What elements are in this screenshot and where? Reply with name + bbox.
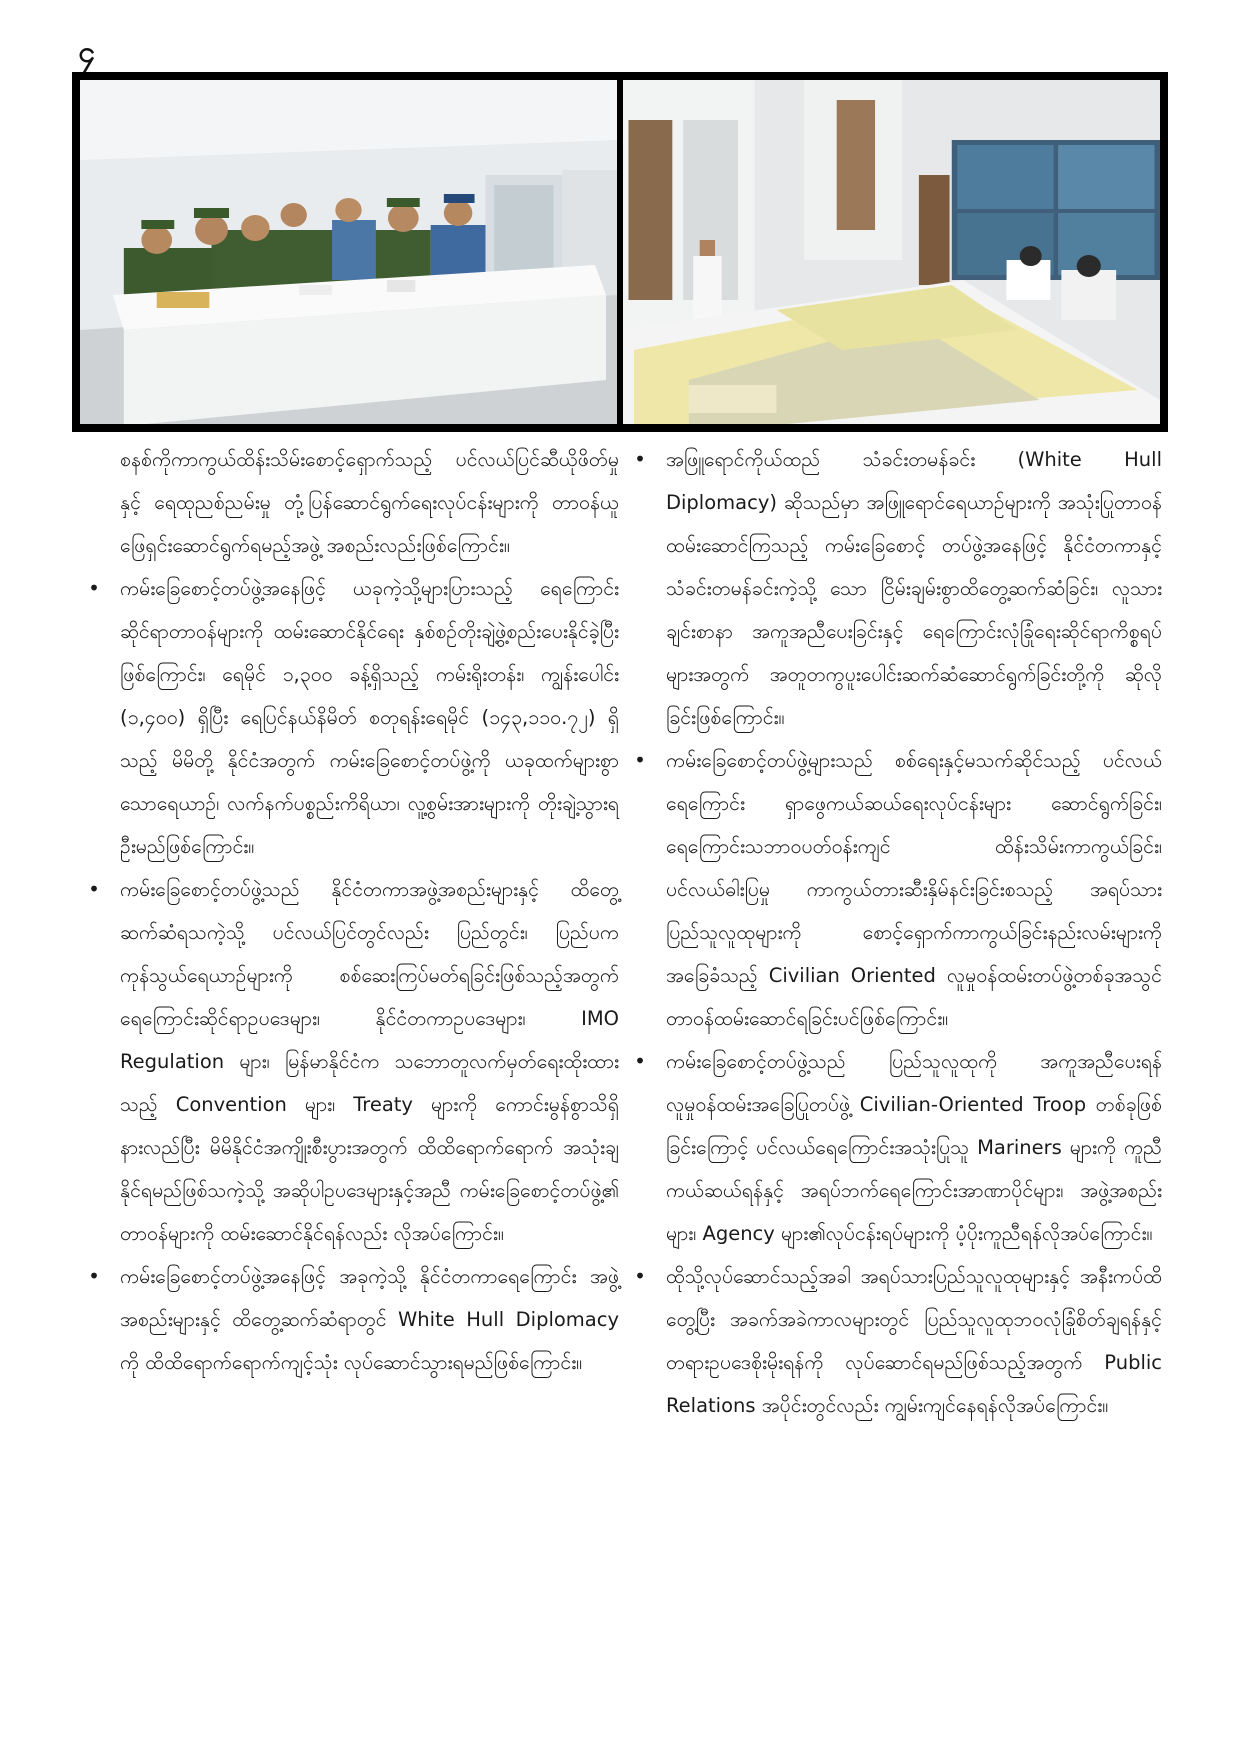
list-item <box>630 739 1162 1040</box>
left-column <box>84 438 619 1384</box>
bullet-icon: • <box>88 877 100 901</box>
bullet-icon: • <box>634 748 646 772</box>
list-item <box>630 438 1162 739</box>
list-item <box>84 567 619 868</box>
operations-room-photo <box>623 80 1160 424</box>
right-column <box>630 438 1162 1427</box>
bullet-text: ထိုသို့လုပ်ဆောင်သည့်အခါ အရပ်သားပြည်သူလူထုများနှင့် အနီးကပ်ထိတွေ့ပြီး အခက်အခဲကာလများတွင် ပြည်သူလူထုဘဝလုံခြုံစိတ်ချရန်နှင့် တရားဥပဒေစိုးမိုးရန်ကို လုပ်ဆောင်ရမည်ဖြစ်သည့်အတွက် Public Relations အပိုင်းတွင်လည်း ကျွမ်းကျင်နေရန်လိုအပ်ကြောင်း။ <box>666 1265 1162 1417</box>
bullet-text: ကမ်းခြေစောင့်တပ်ဖွဲ့အနေဖြင့် ယခုကဲ့သို့များပြားသည့် ရေကြောင်းဆိုင်ရာတာဝန်များကို ထမ်းဆောင်နိုင်ရေး နှစ်စဉ်တိုးချဲ့ဖွဲ့စည်းပေးနိုင်ခဲ့ပြီးဖြစ်ကြောင်း၊ ရေမိုင် ၁,၃၀၀ ခန့်ရှိသည့် ကမ်းရိုးတန်း၊ ကျွန်းပေါင်း (၁,၄၀၀) ရှိပြီး ရေပြင်နယ်နိမိတ် စတုရန်းရေမိုင် (၁၄၃,၁၁၀.၇၂) ရှိသည့် မိမိတို့ နိုင်ငံအတွက် ကမ်းခြေစောင့်တပ်ဖွဲ့ကို ယခုထက်များစွာ သောရေယာဉ်၊ လက်နက်ပစ္စည်းကိရိယာ၊ လူ့စွမ်းအားများကို တိုးချဲ့သွားရဦးမည်ဖြစ်ကြောင်း။ <box>120 577 619 858</box>
bullet-icon: • <box>88 1264 100 1288</box>
list-item <box>84 1255 619 1384</box>
left-bullet-list <box>84 567 619 1384</box>
list-item <box>630 1255 1162 1427</box>
bullet-icon: • <box>88 576 100 600</box>
bullet-text: ကမ်းခြေစောင့်တပ်ဖွဲ့သည် နိုင်ငံတကာအဖွဲ့အစည်းများနှင့် ထိတွေ့ဆက်ဆံရသကဲ့သို့ ပင်လယ်ပြင်တွင်လည်း ပြည်တွင်း၊ ပြည်ပက ကုန်သွယ်ရေယာဉ်များကို စစ်ဆေးကြပ်မတ်ရခြင်းဖြစ်သည့်အတွက် ရေကြောင်းဆိုင်ရာဥပဒေများ၊ နိုင်ငံတကာဥပဒေများ၊ IMO Regulation များ၊ မြန်မာနိုင်ငံက သဘောတူလက်မှတ်ရေးထိုးထားသည့် Convention များ၊ Treaty များကို ကောင်းမွန်စွာသိရှိနားလည်ပြီး မိမိနိုင်ငံအကျိုးစီးပွားအတွက် ထိထိရောက်ရောက် အသုံးချနိုင်ရမည်ဖြစ်သကဲ့သို့ အဆိုပါဥပဒေများနှင့်အညီ ကမ်းခြေစောင့်တပ်ဖွဲ့၏ တာဝန်များကို ထမ်းဆောင်နိုင်ရန်လည်း လိုအပ်ကြောင်း။ <box>120 878 619 1245</box>
bullet-text: ကမ်းခြေစောင့်တပ်ဖွဲ့များသည် စစ်ရေးနှင့်မသက်ဆိုင်သည့် ပင်လယ်ရေကြောင်း ရှာဖွေကယ်ဆယ်ရေးလုပ်ငန်းများ ဆောင်ရွက်ခြင်း၊ ရေကြောင်းသဘာဝပတ်ဝန်းကျင် ထိန်းသိမ်းကာကွယ်ခြင်း၊ ပင်လယ်ဓါးပြမှု ကာကွယ်တားဆီးနှိမ်နင်းခြင်းစသည့် အရပ်သားပြည်သူလူထုများကို စောင့်ရှောက်ကာကွယ်ခြင်းနည်းလမ်းများကို အခြေခံသည့် Civilian Oriented လူမှုဝန်ထမ်းတပ်ဖွဲ့တစ်ခုအသွင် တာဝန်ထမ်းဆောင်ရခြင်းပင်ဖြစ်ကြောင်း။ <box>666 749 1162 1030</box>
continuation-paragraph: စနစ်ကိုကာကွယ်ထိန်းသိမ်းစောင့်ရှောက်သည့် ပင်လယ်ပြင်ဆီယိုဖိတ်မှုနှင့် ရေထုညစ်ညမ်းမှု တုံ့ပြန်ဆောင်ရွက်ရေးလုပ်ငန်းများကို တာဝန်ယူဖြေရှင်းဆောင်ရွက်ရမည့်အဖွဲ့ အစည်းလည်းဖြစ်ကြောင်း။ <box>120 448 619 557</box>
bullet-icon: • <box>634 1049 646 1073</box>
list-item <box>84 868 619 1255</box>
page-number: ၄ <box>78 35 95 70</box>
bullet-icon: • <box>634 1264 646 1288</box>
bullet-icon: • <box>634 447 646 471</box>
bullet-text: ကမ်းခြေစောင့်တပ်ဖွဲ့အနေဖြင့် အခုကဲ့သို့ နိုင်ငံတကာရေကြောင်း အဖွဲ့အစည်းများနှင့် ထိတွေ့ဆက်ဆံရာတွင် White Hull Diplomacy ကို ထိထိရောက်ရောက်ကျင့်သုံး လုပ်ဆောင်သွားရမည်ဖြစ်ကြောင်း။ <box>120 1265 619 1374</box>
meeting-room-photo <box>80 80 617 424</box>
right-bullet-list <box>630 438 1162 1427</box>
bullet-text: ကမ်းခြေစောင့်တပ်ဖွဲ့သည် ပြည်သူလူထုကို အကူအညီပေးရန် လူမှုဝန်ထမ်းအခြေပြုတပ်ဖွဲ့ Civilian-Oriented Troop တစ်ခုဖြစ်ခြင်းကြောင့် ပင်လယ်ရေကြောင်းအသုံးပြုသူ Mariners များကို ကူညီကယ်ဆယ်ရန်နှင့် အရပ်ဘက်ရေကြောင်းအာဏာပိုင်များ၊ အဖွဲ့အစည်းများ၊ Agency များ၏လုပ်ငန်းရပ်များကို ပံ့ပိုးကူညီရန်လိုအပ်ကြောင်း။ <box>666 1050 1162 1245</box>
bullet-text: အဖြူရောင်ကိုယ်ထည် သံခင်းတမန်ခင်း (White Hull Diplomacy) ဆိုသည်မှာ အဖြူရောင်ရေယာဉ်များကို အသုံးပြုတာဝန်ထမ်းဆောင်ကြသည့် ကမ်းခြေစောင့် တပ်ဖွဲ့အနေဖြင့် နိုင်ငံတကာနှင့် သံခင်းတမန်ခင်းကဲ့သို့ သော ငြိမ်းချမ်းစွာထိတွေ့ဆက်ဆံခြင်း၊ လူသားချင်းစာနာ အကူအညီပေးခြင်းနှင့် ရေကြောင်းလုံခြုံရေးဆိုင်ရာကိစ္စရပ်များအတွက် အတူတကွပူးပေါင်းဆက်ဆံဆောင်ရွက်ခြင်းတို့ကို ဆိုလိုခြင်းဖြစ်ကြောင်း။ <box>666 448 1162 729</box>
photo-banner <box>72 72 1168 432</box>
list-item <box>630 1040 1162 1255</box>
